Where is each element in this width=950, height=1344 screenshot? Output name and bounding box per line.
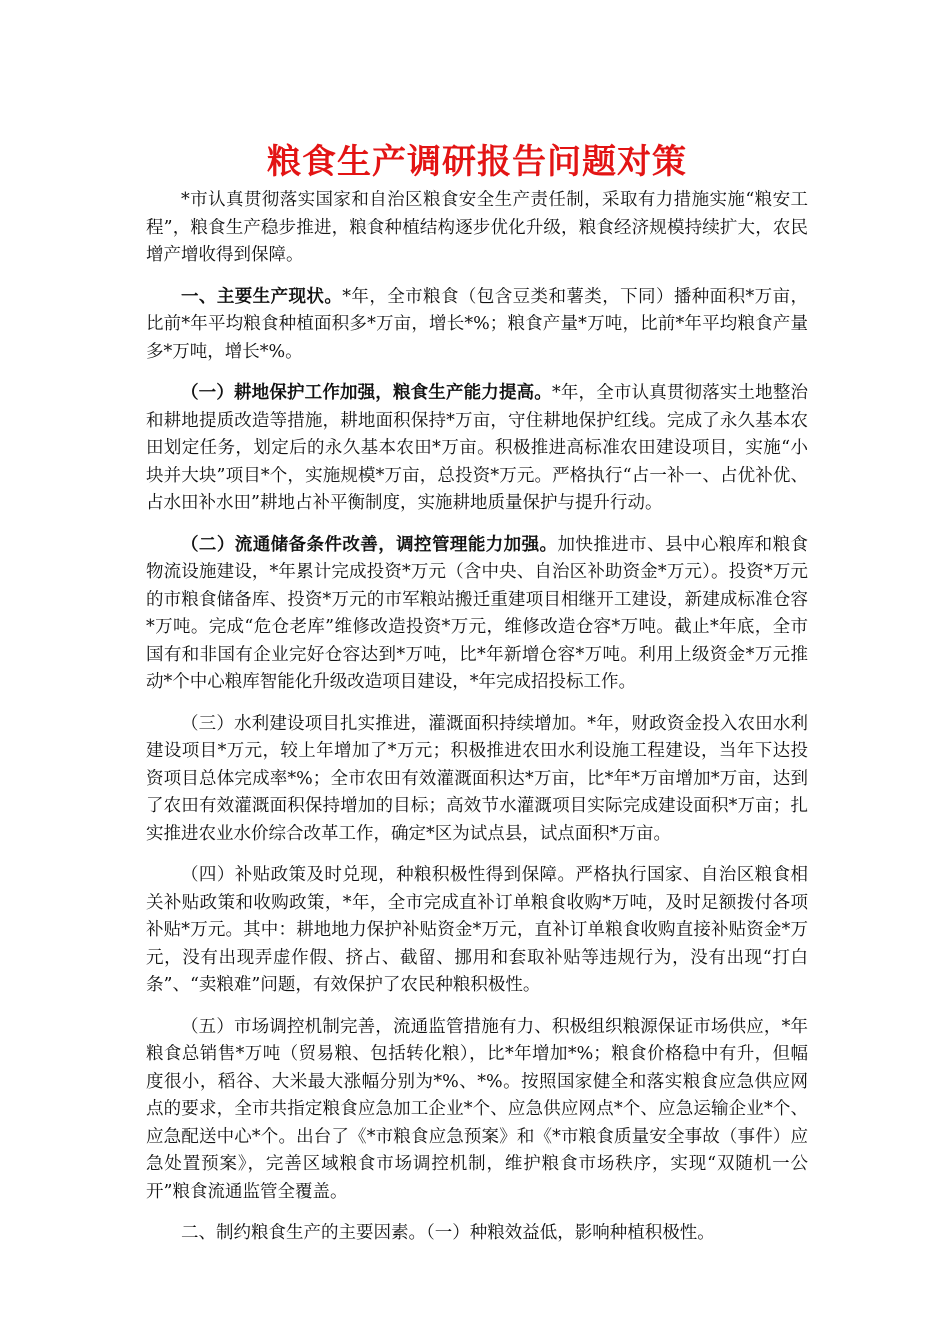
section-1-text: *年，全市粮食（包含豆类和薯类，下同）播种面积*万亩，比前*年平均粮食种植面积多*万亩，增长*%；粮食产量*万吨，比前*年平均粮食产量多*万吨，增长*%。 bbox=[146, 286, 809, 362]
subsection-2-heading: （二）流通储备条件改善，调控管理能力加强。 bbox=[181, 534, 558, 555]
document-title: 粮食生产调研报告问题对策 bbox=[267, 142, 687, 182]
subsection-2-text: 加快推进市、县中心粮库和粮食物流设施建设，*年累计完成投资*万元（含中央、自治区补助资金*万元）。投资*万元的市粮食储备库、投资*万元的市军粮站搬迁重建项目相继开工建设，新建成标准仓容*万吨。完成“危仓老库”维修改造投资*万元，维修改造仓容*万吨。截止*年底，全市国有和非国有企业完好仓容达到*万吨，比*年新增仓容*万吨。利用上级资金*万元推动*个中心粮库智能化升级改造项目建设，*年完成招投标工作。 bbox=[146, 534, 809, 692]
subsection-2-paragraph bbox=[146, 532, 808, 697]
subsection-1-paragraph bbox=[146, 380, 808, 518]
intro-paragraph: *市认真贯彻落实国家和自治区粮食安全生产责任制，采取有力措施实施“粮安工程”，粮食生产稳步推进，粮食种植结构逐步优化升级，粮食经济规模持续扩大，农民增产增收得到保障。 bbox=[146, 190, 808, 265]
subsection-1-text: *年，全市认真贯彻落实土地整治和耕地提质改造等措施，耕地面积保持*万亩，守住耕地保护红线。完成了永久基本农田划定任务，划定后的永久基本农田*万亩。积极推进高标准农田建设项目，实施“小块并大块”项目*个，实施规模*万亩，总投资*万元。严格执行“占一补一、占优补优、占水田补水田”耕地占补平衡制度，实施耕地质量保护与提升行动。 bbox=[146, 383, 809, 513]
section-1-paragraph bbox=[146, 284, 808, 367]
subsection-4-paragraph: （四）补贴政策及时兑现，种粮积极性得到保障。严格执行国家、自治区粮食相关补贴政策和收购政策，*年，全市完成直补订单粮食收购*万吨，及时足额拨付各项补贴*万元。其中：耕地地力保护补贴资金*万元，直补订单粮食收购直接补贴资金*万元，没有出现弄虚作假、挤占、截留、挪用和套取补贴等违规行为，没有出现“打白条”、“卖粮难”问题，有效保护了农民种粮积极性。 bbox=[146, 865, 808, 995]
section-2-paragraph: 二、制约粮食生产的主要因素。（一）种粮效益低，影响种植积极性。 bbox=[181, 1223, 715, 1243]
subsection-1-heading: （一）耕地保护工作加强，粮食生产能力提高。 bbox=[181, 383, 552, 403]
subsection-5-paragraph: （五）市场调控机制完善，流通监管措施有力、积极组织粮源保证市场供应，*年粮食总销售*万吨（贸易粮、包括转化粮），比*年增加*%；粮食价格稳中有升，但幅度很小，稻谷、大米最大涨幅分别为*%、*%。按照国家健全和落实粮食应急供应网点的要求，全市共指定粮食应急加工企业*个、应急供应网点*个、应急运输企业*个、应急配送中心*个。出台了《*市粮食应急预案》和《*市粮食质量安全事故（事件）应急处置预案》，完善区域粮食市场调控机制，维护粮食市场秩序，实现“双随机一公开”粮食流通监管全覆盖。 bbox=[146, 1016, 808, 1202]
subsection-3-paragraph: （三）水利建设项目扎实推进，灌溉面积持续增加。*年，财政资金投入农田水利建设项目*万元，较上年增加了*万元；积极推进农田水利设施工程建设，当年下达投资项目总体完成率*%；全市农田有效灌溉面积达*万亩，比*年*万亩增加*万亩，达到了农田有效灌溉面积保持增加的目标；高效节水灌溉项目实际完成建设面积*万亩；扎实推进农业水价综合改革工作，确定*区为试点县，试点面积*万亩。 bbox=[146, 713, 808, 844]
document-page bbox=[146, 0, 808, 1248]
section-1-heading: 一、主要生产现状。 bbox=[181, 286, 343, 307]
